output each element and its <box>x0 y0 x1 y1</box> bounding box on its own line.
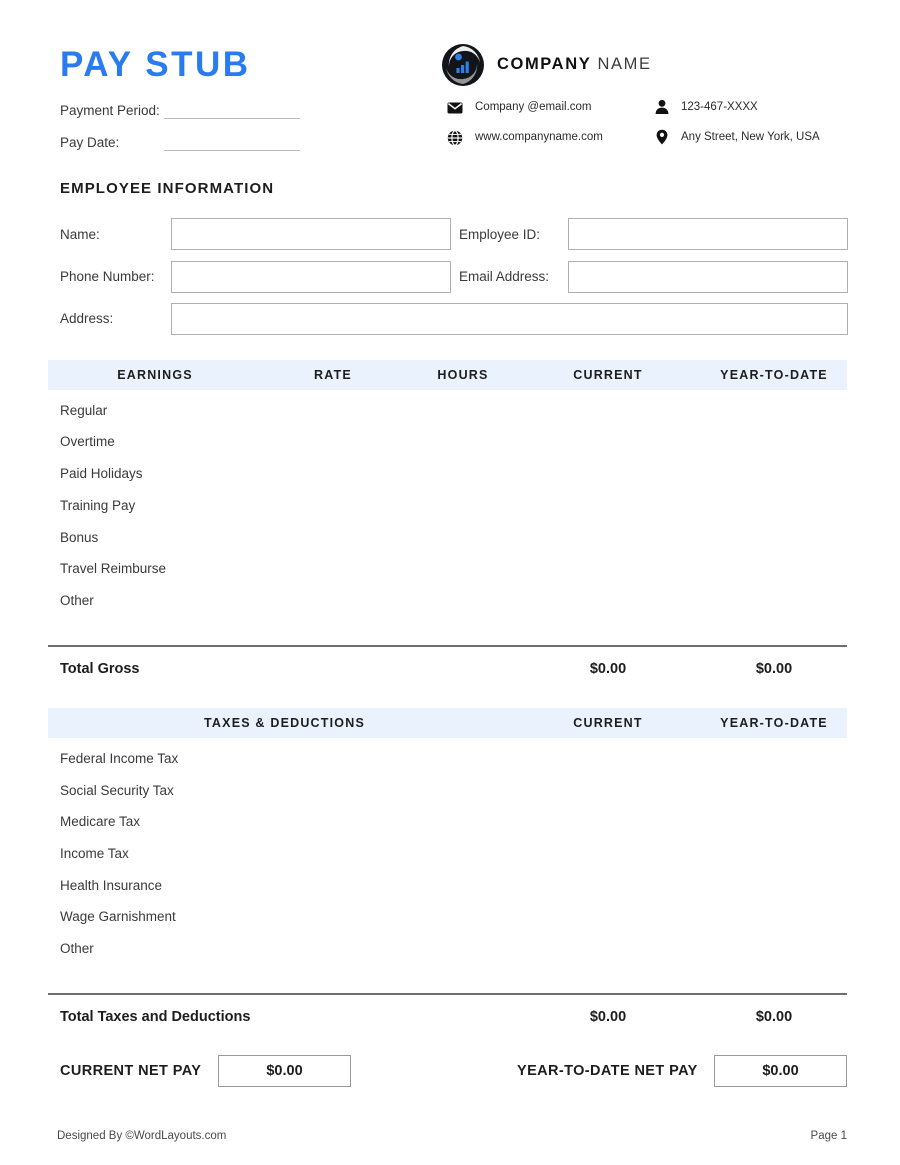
employee-id-field[interactable] <box>568 218 848 250</box>
current-net-pay-label: CURRENT NET PAY <box>60 1063 202 1079</box>
deductions-col-taxes: TAXES & DEDUCTIONS <box>204 716 365 730</box>
company-email: Company @email.com <box>475 101 592 113</box>
deduction-row-label: Income Tax <box>60 846 129 861</box>
earnings-col-earnings: EARNINGS <box>117 368 193 382</box>
address-label: Address: <box>60 311 114 326</box>
company-name-light: NAME <box>597 55 652 73</box>
payment-period-label: Payment Period: <box>60 103 160 118</box>
phone-number-label: Phone Number: <box>60 269 155 284</box>
location-pin-icon <box>654 129 670 145</box>
current-net-pay-value[interactable]: $0.00 <box>218 1055 351 1087</box>
total-deductions-current: $0.00 <box>589 1009 627 1025</box>
address-field[interactable] <box>171 303 848 335</box>
earnings-col-rate: RATE <box>314 368 352 382</box>
ytd-net-pay-value[interactable]: $0.00 <box>714 1055 847 1087</box>
total-gross-ytd: $0.00 <box>755 661 793 677</box>
earnings-row-label: Training Pay <box>60 498 136 513</box>
name-field[interactable] <box>171 218 451 250</box>
deduction-row-label: Health Insurance <box>60 878 163 893</box>
globe-icon <box>447 130 463 146</box>
phone-number-field[interactable] <box>171 261 451 293</box>
earnings-row-label: Other <box>60 593 94 608</box>
name-label: Name: <box>60 227 100 242</box>
pay-date-input[interactable] <box>164 150 300 151</box>
document-header <box>0 0 900 170</box>
deductions-total-divider <box>48 993 847 995</box>
earnings-col-current: CURRENT <box>573 368 643 382</box>
total-gross-label: Total Gross <box>60 661 140 677</box>
deduction-row-label: Other <box>60 941 94 956</box>
total-deductions-ytd: $0.00 <box>755 1009 793 1025</box>
total-deductions-label: Total Taxes and Deductions <box>60 1009 251 1025</box>
company-name <box>497 55 652 74</box>
envelope-icon <box>447 100 463 116</box>
deduction-row-label: Social Security Tax <box>60 783 174 798</box>
person-icon <box>654 99 670 115</box>
page-title: PAY STUB <box>60 45 251 84</box>
earnings-row-label: Bonus <box>60 530 99 545</box>
company-name-bold: COMPANY <box>497 55 592 73</box>
ytd-net-pay-label: YEAR-TO-DATE NET PAY <box>517 1063 698 1079</box>
earnings-total-divider <box>48 645 847 647</box>
email-address-field[interactable] <box>568 261 848 293</box>
total-gross-current: $0.00 <box>589 661 627 677</box>
footer-designed-by: Designed By ©WordLayouts.com <box>57 1130 227 1142</box>
deductions-col-current: CURRENT <box>573 716 643 730</box>
deduction-row-label: Medicare Tax <box>60 814 141 829</box>
email-address-label: Email Address: <box>459 269 550 284</box>
payment-period-input[interactable] <box>164 118 300 119</box>
earnings-col-hours: HOURS <box>437 368 489 382</box>
company-logo-icon <box>441 43 485 87</box>
company-website: www.companyname.com <box>475 131 603 143</box>
earnings-row-label: Travel Reimburse <box>60 561 167 576</box>
earnings-row-label: Overtime <box>60 434 115 449</box>
footer-page-number: Page 1 <box>810 1130 847 1142</box>
company-address: Any Street, New York, USA <box>681 131 820 143</box>
deduction-row-label: Wage Garnishment <box>60 909 176 924</box>
pay-date-label: Pay Date: <box>60 135 120 150</box>
company-phone: 123-467-XXXX <box>681 101 758 113</box>
deductions-col-ytd: YEAR-TO-DATE <box>720 716 828 730</box>
earnings-row-label: Regular <box>60 403 108 418</box>
deduction-row-label: Federal Income Tax <box>60 751 179 766</box>
earnings-row-label: Paid Holidays <box>60 466 143 481</box>
earnings-col-ytd: YEAR-TO-DATE <box>720 368 828 382</box>
employee-information-title: EMPLOYEE INFORMATION <box>60 180 275 197</box>
employee-id-label: Employee ID: <box>459 227 541 242</box>
